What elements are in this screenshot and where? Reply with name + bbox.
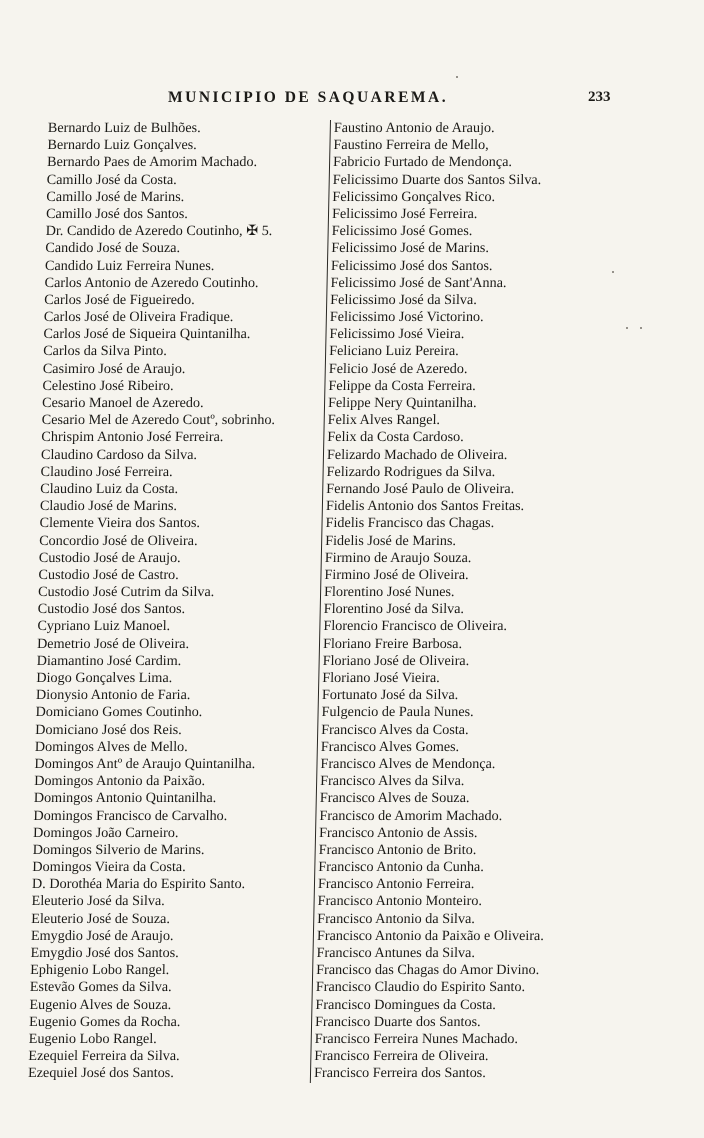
left-column-entry: Cesario Mel de Azeredo Coutº, sobrinho. [41,412,276,429]
right-column-entry: Francisco Ferreira Nunes Machado. [314,1030,519,1047]
right-column-entry: Francisco Antonio de Assis. [318,824,478,841]
left-column-entry: D. Dorothéa Maria do Espirito Santo. [31,876,246,893]
right-column-entry: Faustino Ferreira de Mello, [333,137,489,154]
right-column-entry: Floriano José de Oliveira. [322,652,470,669]
left-column-entry: Estevão Gomes da Silva. [29,979,172,996]
left-column-entry: Custodio José de Castro. [38,566,179,583]
left-column-entry: Candido José de Souza. [45,240,181,257]
left-column-entry: Claudino Cardoso da Silva. [40,446,198,463]
left-column-entry: Custodio José Cutrim da Silva. [37,584,215,601]
right-column-entry: Francisco Antunes da Silva. [316,945,476,961]
left-column-entry: Eleuterio José de Souza. [31,910,171,927]
left-column-entry: Custodio José dos Santos. [37,601,186,618]
right-column-entry: Firmino José de Oliveira. [324,566,469,583]
left-column-entry: Domingos Alves de Mello. [34,738,188,755]
right-column-entry: Francisco Alves da Silva. [319,773,465,790]
right-column-entry: Floriano José Vieira. [322,670,440,686]
left-column-entry: Bernardo Luiz Gonçalves. [47,137,197,154]
right-column-entry: Florentino José Nunes. [323,584,455,601]
right-column-entry: Fortunato José da Silva. [321,687,459,704]
left-column-entry: Concordio José de Oliveira. [39,532,198,549]
right-column-entry: Francisco Alves da Costa. [321,721,469,738]
right-name-column [310,120,644,1083]
left-column-entry: Domingos João Carneiro. [32,824,179,841]
right-column-entry: Felizardo Machado de Oliveira. [326,446,508,463]
left-column-entry: Carlos José de Figueiredo. [44,291,195,308]
right-column-entry: Fulgencio de Paula Nunes. [321,704,474,721]
right-column-entry: Felicissimo José de Marins. [331,240,490,257]
right-column-entry: Francisco Duarte dos Santos. [314,1013,481,1030]
right-column-entry: Francisco Antonio de Brito. [318,841,477,858]
left-column-entry: Celestino José Ribeiro. [42,377,174,394]
right-column-entry: Francisco de Amorim Machado. [319,807,503,824]
left-column-entry: Candido Luiz Ferreira Nunes. [44,257,215,274]
left-column-entry: Domiciano José dos Reis. [35,721,182,738]
right-column-entry: Floriano Freire Barbosa. [322,635,463,652]
right-column-entry: Felicissimo Gonçalves Rico. [332,188,496,205]
right-column-entry: Francisco Alves de Souza. [319,790,470,807]
left-column-entry: Chrispim Antonio José Ferreira. [41,429,224,446]
right-column-entry: Felicissimo José Gomes. [331,223,473,240]
left-column-entry: Demetrio José de Oliveira. [36,635,190,652]
left-column-entry: Claudino Luiz da Costa. [40,480,179,497]
print-speck [626,327,628,329]
right-column-entry: Francisco Antonio da Silva. [317,910,476,927]
page-number: 233 [588,89,611,105]
right-column-entry: Felippe Nery Quintanilha. [327,395,477,411]
right-column-entry: Felicissimo Duarte dos Santos Silva. [332,171,542,188]
left-column-entry: Diogo Gonçalves Lima. [36,670,173,686]
left-column-entry: Dr. Candido de Azeredo Coutinho, ✠ 5. [45,223,273,240]
left-column-entry: Eugenio Gomes da Rocha. [28,1013,181,1030]
left-column-entry: Custodio José de Araujo. [38,549,181,566]
left-column-entry: Ephigenio Lobo Rangel. [30,962,170,979]
left-column-entry: Claudino José Ferreira. [40,463,173,480]
print-speck [640,327,642,329]
left-column-entry: Domingos Silverio de Marins. [32,841,205,858]
right-column-entry: Felix Alves Rangel. [327,412,441,429]
right-column-entry: Fidelis José de Marins. [325,532,457,549]
print-speck [612,271,614,273]
right-column-entry: Firmino de Araujo Souza. [324,549,472,566]
left-column-entry: Carlos Antonio de Azeredo Coutinho. [44,274,259,291]
left-column-entry: Domingos Antonio da Paixão. [33,773,206,790]
left-column-entry: Cypriano Luiz Manoel. [37,618,171,635]
left-column-entry: Dionysio Antonio de Faria. [35,687,191,704]
right-column-entry: Felicissimo José Ferreira. [331,205,478,222]
left-column-entry: Camillo José de Marins. [46,188,185,205]
left-column-entry: Ezequiel José dos Santos. [27,1065,174,1082]
right-column-entry: Fernando José Paulo de Oliveira. [326,480,515,497]
right-column-entry: Francisco Alves de Mendonça. [320,755,496,772]
right-column-entry: Fidelis Francisco das Chagas. [325,515,495,532]
right-column-entry: Feliciano Luiz Pereira. [328,343,459,360]
left-column-entry: Diamantino José Cardim. [36,652,182,669]
right-column-entry: Francisco Alves Gomes. [320,738,460,755]
left-column-entry: Emygdio José dos Santos. [30,945,179,961]
left-column-entry: Domingos Vieira da Costa. [32,859,186,876]
right-column-entry: Francisco Ferreira de Oliveira. [314,1048,489,1065]
left-column-entry: Domiciano Gomes Coutinho. [35,704,203,721]
left-name-column [26,120,330,1083]
left-column-entry: Carlos José de Oliveira Fradique. [43,309,234,326]
left-column-entry: Camillo José dos Santos. [45,205,189,222]
right-column-entry: Felicissimo José dos Santos. [330,257,493,274]
left-column-entry: Claudio José de Marins. [39,498,178,515]
right-column-entry: Felicissimo José de Sant'Anna. [330,274,507,291]
left-column-entry: Bernardo Paes de Amorim Machado. [46,154,258,171]
right-column-entry: Francisco Antonio Ferreira. [317,876,475,893]
page-title: MUNICIPIO DE SAQUAREMA. [168,89,449,106]
left-column-entry: Eugenio Alves de Souza. [29,996,172,1013]
page-header [0,89,704,111]
right-column-entry: Felippe da Costa Ferreira. [328,377,476,394]
left-column-entry: Eugenio Lobo Rangel. [28,1030,157,1047]
left-column-entry: Domingos Francisco de Carvalho. [33,807,228,824]
right-column-entry: Francisco Ferreira dos Santos. [313,1065,486,1082]
right-column-entry: Fidelis Antonio dos Santos Freitas. [325,498,525,515]
right-column-entry: Francisco Domingues da Costa. [315,996,497,1013]
left-column-entry: Camillo José da Costa. [46,171,177,188]
right-column-entry: Florentino José da Silva. [323,601,465,618]
right-column-entry: Francisco Antonio da Paixão e Oliveira. [316,927,545,944]
right-column-entry: Felicissimo José Victorino. [329,309,484,326]
left-column-entry: Casimiro José de Araujo. [42,360,186,377]
right-column-entry: Felicio José de Azeredo. [328,360,468,377]
left-column-entry: Clemente Vieira dos Santos. [39,515,201,532]
right-column-entry: Faustino Antonio de Araujo. [333,120,495,136]
right-column-entry: Francisco das Chagas do Amor Divino. [316,962,540,979]
right-column-entry: Felizardo Rodrigues da Silva. [326,463,496,480]
right-column-entry: Florencio Francisco de Oliveira. [323,618,508,635]
left-column-entry: Domingos Antonio Quintanilha. [33,790,217,807]
left-column-entry: Cesario Manoel de Azeredo. [41,395,204,411]
left-column-entry: Bernardo Luiz de Bulhões. [47,120,201,136]
left-column-entry: Carlos da Silva Pinto. [42,343,168,360]
right-column-entry: Francisco Antonio da Cunha. [318,859,485,876]
left-column-entry: Ezequiel Ferreira da Silva. [28,1048,180,1065]
left-column-entry: Carlos José de Siqueira Quintanilha. [43,326,251,343]
right-column-entry: Felix da Costa Cardoso. [327,429,464,446]
print-speck [456,76,458,78]
right-column-entry: Felicissimo José da Silva. [330,291,478,308]
left-column-entry: Domingos Antº de Araujo Quintanilha. [34,755,256,772]
left-column-entry: Eleuterio José da Silva. [31,893,165,910]
right-column-entry: Francisco Claudio do Espirito Santo. [315,979,526,996]
right-column-entry: Fabricio Furtado de Mendonça. [332,154,513,171]
right-column-entry: Francisco Antonio Monteiro. [317,893,483,910]
right-column-entry: Felicissimo José Vieira. [329,326,465,343]
left-column-entry: Emygdio José de Araujo. [30,927,174,944]
